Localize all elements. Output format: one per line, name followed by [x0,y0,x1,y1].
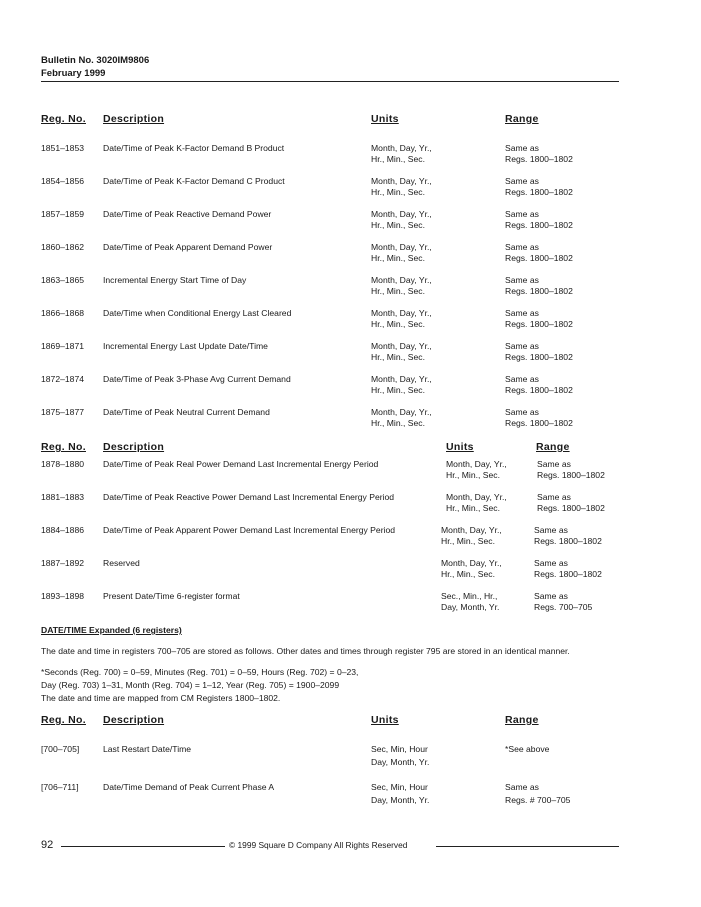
range-line2: Regs. 1800–1802 [534,536,602,546]
description: Date/Time of Peak K-Factor Demand C Product [103,176,285,186]
description: Date/Time of Peak 3-Phase Avg Current Demand [103,374,291,384]
expanded-paragraph: The date and time in registers 700–705 are stored as follows. Other dates and times through register 795 are stored in an identical manner. [41,646,570,656]
range-line1: Same as [505,782,539,792]
range-line1: Same as [534,558,568,568]
table1-header-desc: Description [103,113,165,125]
table2-header-range: Range [536,441,570,453]
description: Date/Time of Peak Neutral Current Demand [103,407,270,417]
reg-no: 1860–1862 [41,242,85,252]
units-line1: Month, Day, Yr., [371,341,432,351]
range-line2: Regs. 1800–1802 [505,385,573,395]
range-line2: Regs. 1800–1802 [537,470,605,480]
units-line1: Month, Day, Yr., [441,558,502,568]
units-line2: Hr., Min., Sec. [441,536,495,546]
page-number: 92 [41,839,54,851]
units-line1: Month, Day, Yr., [371,209,432,219]
bulletin-number: Bulletin No. 3020IM9806 [41,55,150,66]
units-line1: Month, Day, Yr., [371,374,432,384]
units-line2: Hr., Min., Sec. [371,286,425,296]
table3-header-reg: Reg. No. [41,714,86,726]
reg-no: 1872–1874 [41,374,85,384]
expanded-detail-line1: *Seconds (Reg. 700) = 0–59, Minutes (Reg. 701) = 0–59, Hours (Reg. 702) = 0–23, [41,667,359,677]
range-line2: Regs. 1800–1802 [505,286,573,296]
description: Date/Time of Peak Real Power Demand Last Incremental Energy Period [103,459,379,469]
table2-header-desc: Description [103,441,165,453]
range-line1: Same as [534,591,568,601]
description: Incremental Energy Last Update Date/Time [103,341,268,351]
footer-rule-left [61,846,225,847]
units-line2: Hr., Min., Sec. [441,569,495,579]
range-line1: Same as [505,308,539,318]
reg-no: 1893–1898 [41,591,85,601]
units-line1: Month, Day, Yr., [371,407,432,417]
range-line2: Regs. # 700–705 [505,795,571,805]
range-line1: Same as [505,242,539,252]
range-line1: Same as [505,407,539,417]
units-line1: Month, Day, Yr., [371,242,432,252]
units-line2: Hr., Min., Sec. [371,385,425,395]
reg-no: 1881–1883 [41,492,85,502]
table1-header-reg: Reg. No. [41,113,86,125]
expanded-detail-line2: Day (Reg. 703) 1–31, Month (Reg. 704) = 1–12, Year (Reg. 705) = 1900–2099 [41,680,340,690]
description: Date/Time when Conditional Energy Last Cleared [103,308,292,318]
units-line1: Month, Day, Yr., [446,459,507,469]
units-line2: Hr., Min., Sec. [371,253,425,263]
range-line1: Same as [505,341,539,351]
range-line2: Regs. 1800–1802 [534,569,602,579]
table2-header-units: Units [446,441,474,453]
table3-header-range: Range [505,714,539,726]
bulletin-date: February 1999 [41,68,106,79]
range-line2: Regs. 1800–1802 [505,352,573,362]
description: Date/Time of Peak Apparent Demand Power [103,242,273,252]
description: Date/Time of Peak Reactive Power Demand Last Incremental Energy Period [103,492,395,502]
units-line2: Hr., Min., Sec. [371,418,425,428]
range-line2: Regs. 700–705 [534,602,593,612]
units-line2: Hr., Min., Sec. [371,352,425,362]
range-line1: Same as [537,492,571,502]
reg-no: [700–705] [41,744,80,754]
range-line2: Regs. 1800–1802 [505,220,573,230]
units-line2: Hr., Min., Sec. [371,220,425,230]
header-rule [41,81,619,82]
description: Date/Time of Peak K-Factor Demand B Product [103,143,285,153]
reg-no: 1887–1892 [41,558,85,568]
range-line2: Regs. 1800–1802 [505,187,573,197]
units-line1: Month, Day, Yr., [371,308,432,318]
units-line1: Sec, Min, Hour [371,744,428,754]
reg-no: 1857–1859 [41,209,85,219]
range-line2: Regs. 1800–1802 [505,154,573,164]
reg-no: [706–711] [41,782,79,792]
range-line2: Regs. 1800–1802 [537,503,605,513]
units-line1: Sec., Min., Hr., [441,591,498,601]
range-line1: Same as [505,374,539,384]
reg-no: 1875–1877 [41,407,85,417]
footer-rule-right [436,846,619,847]
table3-header-units: Units [371,714,399,726]
range-line2: Regs. 1800–1802 [505,418,573,428]
description: Incremental Energy Start Time of Day [103,275,247,285]
reg-no: 1863–1865 [41,275,85,285]
range-line1: Same as [505,143,539,153]
table1-header-units: Units [371,113,399,125]
description: Reserved [103,558,140,568]
units-line2: Hr., Min., Sec. [371,154,425,164]
reg-no: 1884–1886 [41,525,85,535]
reg-no: 1878–1880 [41,459,85,469]
description: Date/Time Demand of Peak Current Phase A [103,782,275,792]
units-line1: Month, Day, Yr., [441,525,502,535]
table1-header-range: Range [505,113,539,125]
reg-no: 1866–1868 [41,308,85,318]
units-line1: Month, Day, Yr., [371,143,432,153]
range-line2: Regs. 1800–1802 [505,319,573,329]
description: Date/Time of Peak Reactive Demand Power [103,209,272,219]
units-line1: Month, Day, Yr., [371,176,432,186]
description: Date/Time of Peak Apparent Power Demand Last Incremental Energy Period [103,525,396,535]
units-line1: Sec, Min, Hour [371,782,428,792]
table2-header-reg: Reg. No. [41,441,86,453]
expanded-section-title: DATE/TIME Expanded (6 registers) [41,625,182,635]
range-line2: Regs. 1800–1802 [505,253,573,263]
range-line1: *See above [505,744,550,754]
units-line2: Day, Month, Yr. [371,795,430,805]
units-line2: Hr., Min., Sec. [446,503,500,513]
description: Last Restart Date/Time [103,744,192,754]
units-line1: Month, Day, Yr., [371,275,432,285]
units-line1: Month, Day, Yr., [446,492,507,502]
reg-no: 1869–1871 [41,341,85,351]
units-line2: Hr., Min., Sec. [446,470,500,480]
reg-no: 1851–1853 [41,143,85,153]
range-line1: Same as [505,209,539,219]
expanded-detail-line3: The date and time are mapped from CM Registers 1800–1802. [41,693,281,703]
units-line2: Day, Month, Yr. [441,602,500,612]
units-line2: Hr., Min., Sec. [371,187,425,197]
table3-header-desc: Description [103,714,165,726]
range-line1: Same as [537,459,571,469]
range-line1: Same as [534,525,568,535]
range-line1: Same as [505,275,539,285]
copyright-notice: © 1999 Square D Company All Rights Reserved [229,840,408,850]
range-line1: Same as [505,176,539,186]
units-line2: Hr., Min., Sec. [371,319,425,329]
description: Present Date/Time 6-register format [103,591,240,601]
units-line2: Day, Month, Yr. [371,757,430,767]
reg-no: 1854–1856 [41,176,85,186]
